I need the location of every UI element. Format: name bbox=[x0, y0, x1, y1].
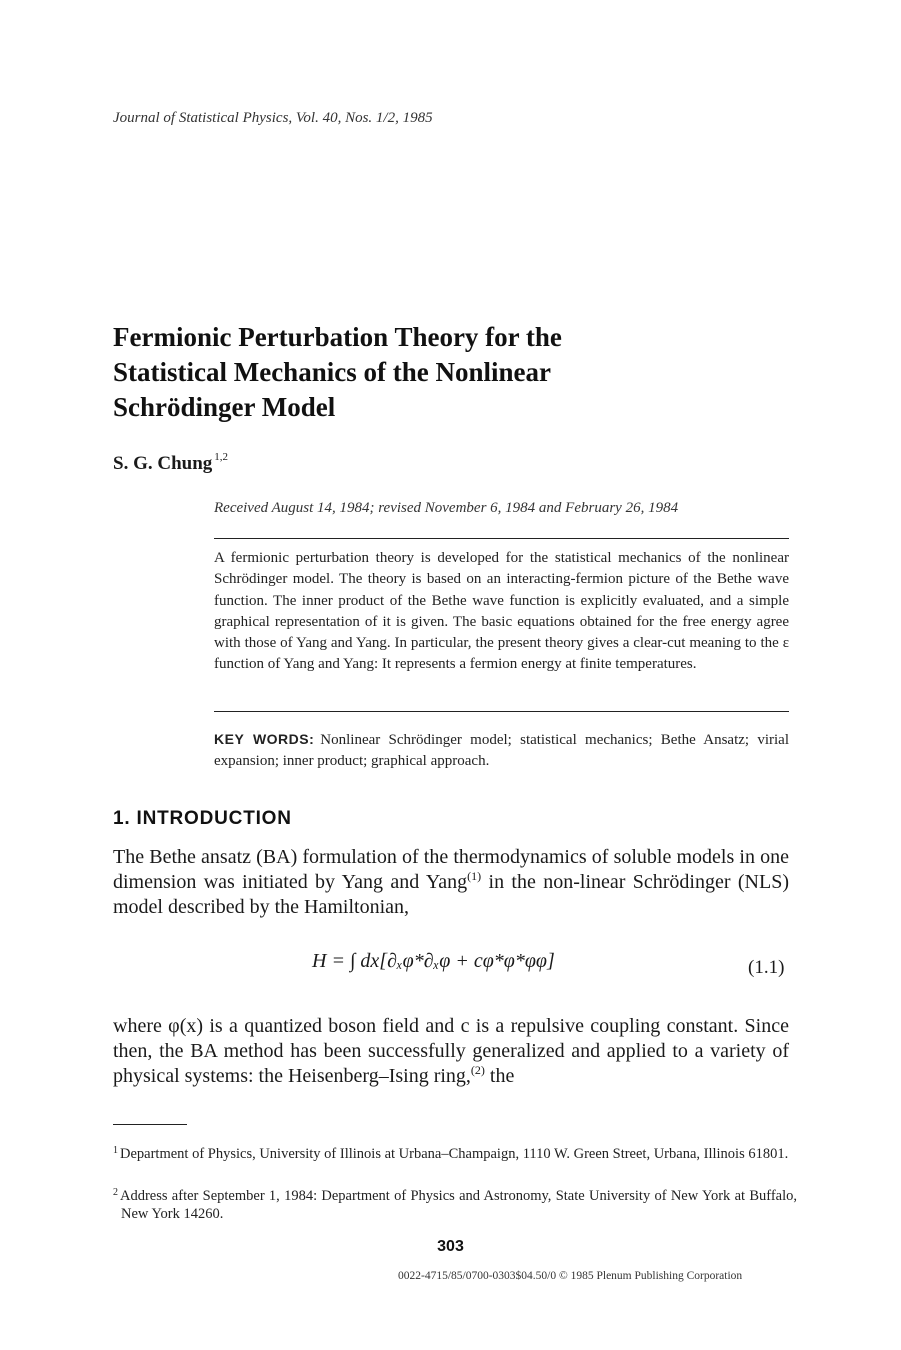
author-affiliation-marks: 1,2 bbox=[214, 451, 229, 463]
journal-citation: Journal of Statistical Physics, Vol. 40, Nos. 1/2, 1985 bbox=[113, 110, 433, 126]
footnote-2 bbox=[113, 1184, 797, 1223]
para2-text-b: the bbox=[484, 1065, 515, 1087]
citation-ref-2: (2) bbox=[470, 1063, 485, 1077]
footnote-1 bbox=[113, 1142, 797, 1163]
intro-paragraph-2 bbox=[113, 1014, 789, 1089]
title-line-3: Schrödinger Model bbox=[113, 392, 336, 422]
para2-text-a: where φ(x) is a quantized boson field and c is a repulsive coupling constant. Since then, the BA method has been successfully generalized and applied to a variety of physical systems: the Heisenberg–Ising ring, bbox=[113, 1015, 789, 1087]
intro-paragraph-1 bbox=[113, 845, 789, 920]
abstract: A fermionic perturbation theory is developed for the statistical mechanics of the nonlinear Schrödinger model. The theory is based on an interacting-fermion picture of the Bethe wave function. The inner product of the Bethe wave function is explicitly evaluated, and a simple graphical representation of it is given. The basic equations obtained for the free energy agree with those of Yang and Yang. In particular, the present theory gives a clear-cut meaning to the ε function of Yang and Yang: It represents a fermion energy at finite temperatures. bbox=[214, 550, 789, 673]
footnote-2-mark: 2 bbox=[113, 1187, 118, 1198]
abstract-bottom-rule bbox=[214, 711, 789, 712]
key-words-text: Nonlinear Schrödinger model; statistical mechanics; Bethe Ansatz; virial expansion; inner product; graphical approach. bbox=[214, 732, 790, 769]
key-words-label: KEY WORDS: bbox=[214, 731, 315, 747]
key-words bbox=[214, 729, 789, 772]
paper-title bbox=[113, 320, 753, 425]
author-name: S. G. Chung bbox=[113, 453, 213, 474]
para1-text-b: in the non-linear Schrödinger (NLS) model described by the Hamiltonian, bbox=[113, 871, 789, 918]
equation-1-1: H = ∫ dx[∂ₓφ*∂ₓφ + cφ*φ*φφ] bbox=[312, 950, 555, 972]
title-line-1: Fermionic Perturbation Theory for the bbox=[113, 322, 562, 352]
citation-ref-1: (1) bbox=[467, 869, 482, 883]
footnote-2-text: Address after September 1, 1984: Department of Physics and Astronomy, State University of New York at Buffalo, New York 14260. bbox=[120, 1188, 797, 1222]
equation-number: (1.1) bbox=[748, 957, 785, 978]
abstract-top-rule bbox=[214, 538, 789, 539]
footnote-rule bbox=[113, 1124, 187, 1125]
footnote-1-text: Department of Physics, University of Illinois at Urbana–Champaign, 1110 W. Green Street, Urbana, Illinois 61801. bbox=[120, 1146, 789, 1162]
copyright-line: 0022-4715/85/0700-0303$04.50/0 © 1985 Plenum Publishing Corporation bbox=[398, 1270, 743, 1282]
page-number: 303 bbox=[437, 1238, 464, 1255]
para1-text-a: The Bethe ansatz (BA) formulation of the thermodynamics of soluble models in one dimension was initiated by Yang and Yang bbox=[113, 846, 789, 893]
title-line-2: Statistical Mechanics of the Nonlinear bbox=[113, 357, 551, 387]
received-dates: Received August 14, 1984; revised November 6, 1984 and February 26, 1984 bbox=[214, 500, 679, 516]
author bbox=[113, 451, 228, 475]
footnote-1-mark: 1 bbox=[113, 1145, 118, 1156]
section-heading: 1. INTRODUCTION bbox=[113, 808, 292, 829]
